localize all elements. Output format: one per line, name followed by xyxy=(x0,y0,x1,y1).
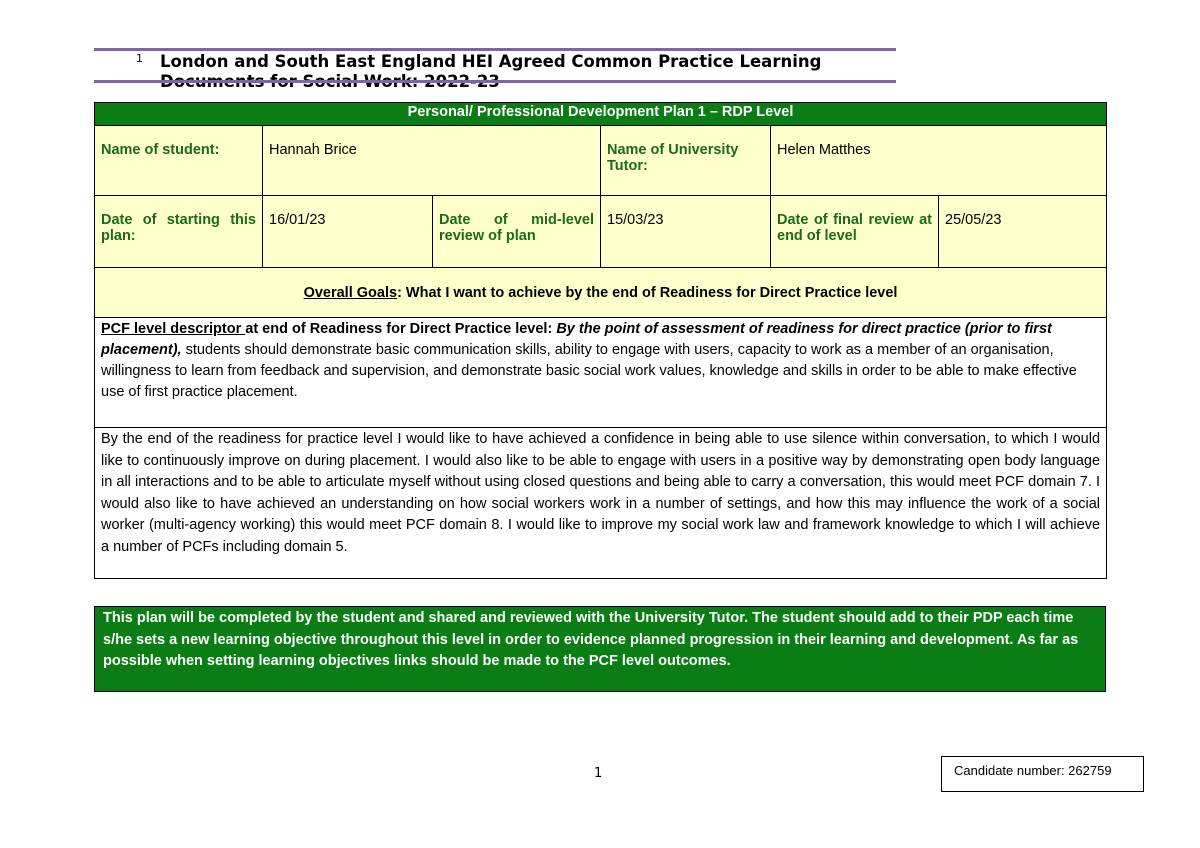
page-number: 1 xyxy=(594,766,603,781)
header-rule-bottom xyxy=(94,80,896,83)
instructions-note: This plan will be completed by the student and shared and reviewed with the University Tutor. The student should add to their PDP each time s/he sets a new learning objective throughout this level in order to evidence planned progression in their learning and development. As far as possible when setting learning objectives links should be made to the PCF level outcomes. xyxy=(94,606,1106,692)
pcf-assessment-point: By the point of assessment of readiness for direct practice (prior to first placement), xyxy=(101,321,1052,358)
student-goals-narrative: By the end of the readiness for practice level I would like to have achieved a confidence in being able to use silence within conversation, to which I would like to continuously improve on during placement. I would also like to be able to engage with users in a positive way by demonstrating open body language in all interactions and to be able to articulate myself without using closed questions and being able to carry a conversation, this would meet PCF domain 7. I would also like to have achieved an understanding on how social workers work in a number of settings, and how this may influence the work of a social worker (multi-agency working) this would meet PCF domain 8. I would like to improve my social work law and framework knowledge to which I will achieve a number of PCFs including domain 5. xyxy=(95,428,1107,579)
start-date-label: Date of starting this plan: xyxy=(95,196,263,268)
overall-goals-label: Overall Goals xyxy=(303,285,398,301)
development-plan-table xyxy=(94,102,1107,579)
candidate-number-box: Candidate number: 262759 xyxy=(941,756,1144,792)
overall-goals-text: : What I want to achieve by the end of Readiness for Direct Practice level xyxy=(397,285,898,301)
pcf-label: PCF level descriptor xyxy=(101,321,246,337)
document-header-title xyxy=(160,52,880,78)
plan-heading: Personal/ Professional Development Plan 1 – RDP Level xyxy=(95,103,1107,126)
header-title-line-1: London and South East England HEI Agreed Common Practice Learning xyxy=(160,52,822,71)
pcf-level-heading: at end of Readiness for Direct Practice level: xyxy=(245,321,557,337)
pcf-level-descriptor xyxy=(95,318,1107,428)
start-date-value: 16/01/23 xyxy=(263,196,433,268)
final-review-label: Date of final review at end of level xyxy=(771,196,939,268)
tutor-name-label: Name of University Tutor: xyxy=(601,126,771,196)
student-name-value: Hannah Brice xyxy=(263,126,601,196)
footnote-number: 1 xyxy=(136,52,143,65)
header-rule-top xyxy=(94,48,896,51)
student-name-label: Name of student: xyxy=(95,126,263,196)
mid-review-date: 15/03/23 xyxy=(601,196,771,268)
pcf-description: students should demonstrate basic communication skills, ability to engage with users, capacity to work as a member of an organisation, willingness to learn from feedback and supervision, and demonstrate basic social work values, knowledge and skills in order to be able to make effective use of first practice placement. xyxy=(101,342,1077,400)
tutor-name-value: Helen Matthes xyxy=(771,126,1107,196)
final-review-date: 25/05/23 xyxy=(939,196,1107,268)
overall-goals xyxy=(95,268,1107,318)
mid-review-label: Date of mid-level review of plan xyxy=(433,196,601,268)
